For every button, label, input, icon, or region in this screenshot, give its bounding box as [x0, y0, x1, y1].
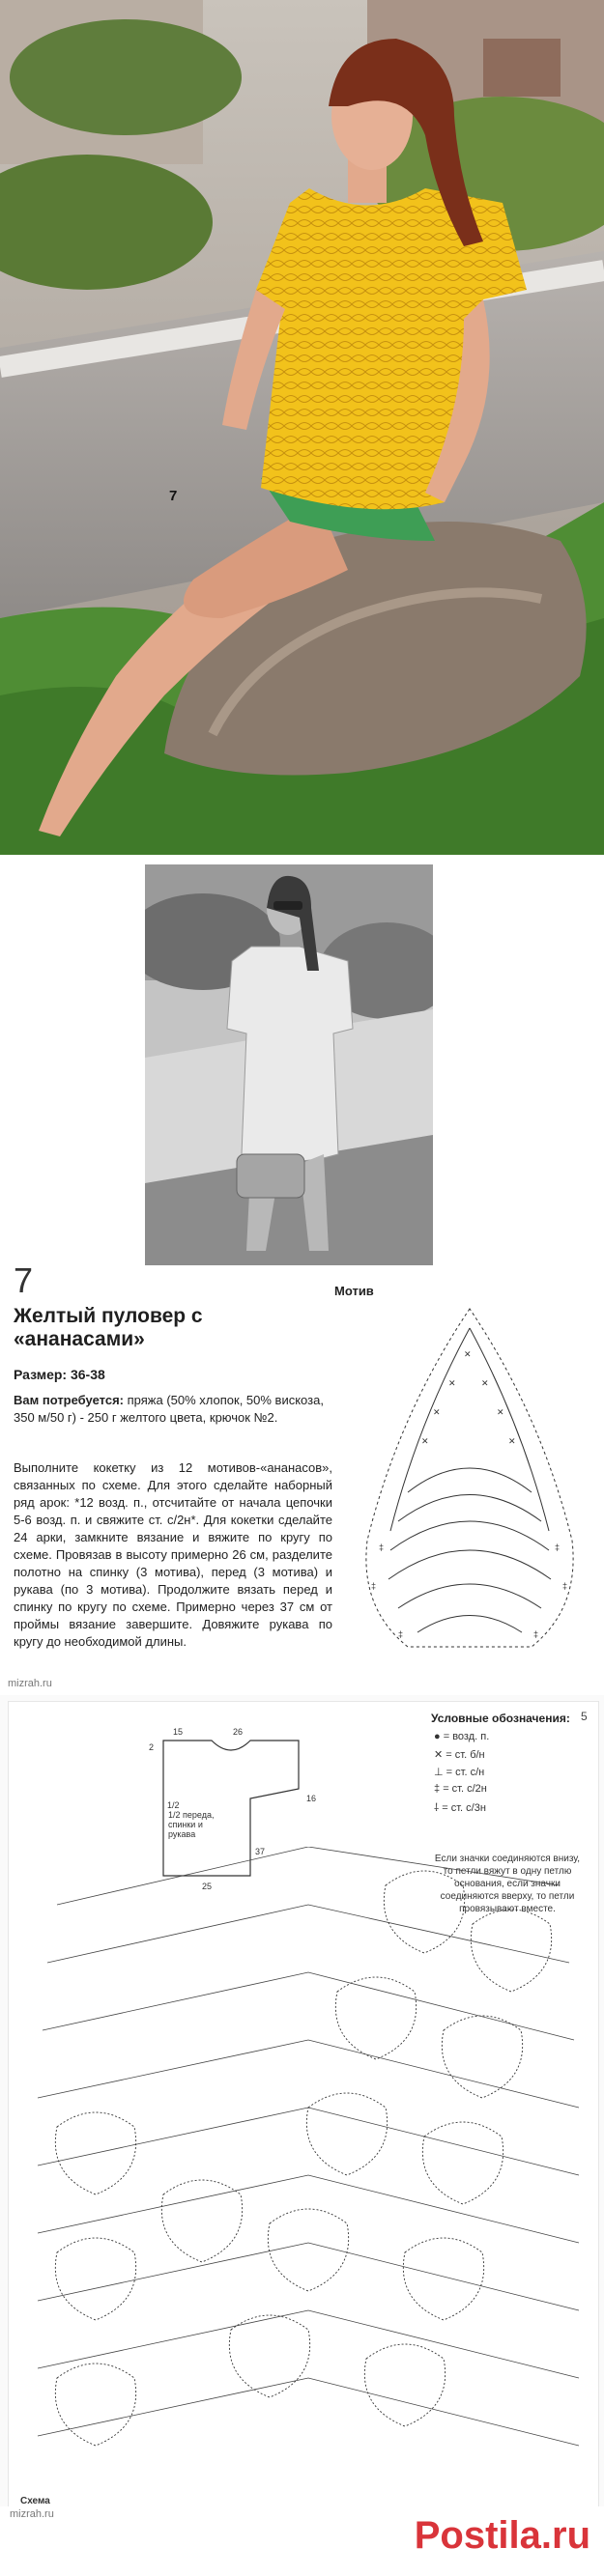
size-label: Размер:: [14, 1367, 68, 1382]
svg-text:‡: ‡: [398, 1629, 404, 1639]
svg-text:✕: ✕: [448, 1378, 456, 1388]
svg-text:‡: ‡: [562, 1581, 568, 1591]
size-line: [14, 1367, 105, 1382]
figure-number: 7: [14, 1260, 34, 1300]
svg-text:1/2: 1/2: [167, 1800, 180, 1810]
dim-16: 16: [306, 1794, 317, 1803]
figure-number: 7: [169, 488, 178, 504]
footer-logo-bar: [0, 2506, 604, 2576]
model-photo-color: [0, 0, 604, 855]
svg-text:✕: ✕: [421, 1436, 429, 1446]
postila-logo[interactable]: Postila.ru: [414, 2514, 590, 2557]
svg-text:✕: ✕: [508, 1436, 516, 1446]
size-value: 36-38: [70, 1367, 105, 1382]
motif-diagram: [340, 1299, 599, 1666]
svg-text:‡: ‡: [371, 1581, 377, 1591]
page-number: 5: [581, 1710, 588, 1723]
svg-text:‡: ‡: [533, 1629, 539, 1639]
motif-label: Мотив: [334, 1284, 374, 1298]
legend-item: ‡ = ст. с/2н: [434, 1783, 487, 1795]
svg-text:✕: ✕: [481, 1378, 489, 1388]
dim-37: 37: [255, 1847, 266, 1856]
model-photo-bw: [145, 864, 433, 1265]
pattern-description-page: [0, 855, 604, 1695]
crochet-chart-page: [0, 1695, 604, 2576]
dim-15: 15: [173, 1727, 184, 1737]
dim-2: 2: [149, 1742, 155, 1752]
legend-item: ⸸ = ст. с/3н: [434, 1802, 486, 1814]
legend-item: ✕ = ст. б/н: [434, 1749, 485, 1761]
materials-line: [14, 1392, 332, 1427]
svg-text:✕: ✕: [464, 1349, 472, 1359]
svg-text:‡: ‡: [555, 1543, 561, 1552]
legend-item: ● = возд. п.: [434, 1731, 490, 1742]
chart-sheet: [8, 1701, 599, 2524]
pattern-title: Желтый пуловер с «ананасами»: [14, 1305, 203, 1350]
legend-title: Условные обозначения:: [431, 1712, 570, 1725]
legend-item: ⊥ = ст. с/н: [434, 1767, 485, 1778]
instructions-text: Выполните кокетку из 12 мотивов-«ананасов», связанных по схеме. Для этого сделайте наборный ряд арок: *12 возд. п., отсчитайте от начала цепочки 5-6 возд. п. и свяжите ст. с/2н*. Для кокетки сделайте 24 арки, замкните вязание и вяжите по кругу по схеме. Провязав в высоту примерно 26 см, разделите полотно на спинку (3 мотива), перед (3 мотива) и рукава (по 3 мотива). Продолжите вязать перед и спинку по кругу по схеме. Примерно через 37 см от проймы вязание завершите. Довяжите рукава по кругу до необходимой длины.: [14, 1460, 332, 1649]
legend-note: Если значки соединяются внизу, то петли вяжут в одну петлю основания, если значки соединяются вверху, то петли провязывают вместе.: [434, 1854, 581, 1914]
schema-label: Схема: [20, 2496, 50, 2506]
svg-text:‡: ‡: [379, 1543, 385, 1552]
pattern-caption: 1/2 переда, спинки и рукава: [168, 1810, 215, 1839]
watermark: mizrah.ru: [10, 2508, 54, 2520]
svg-text:✕: ✕: [497, 1407, 504, 1417]
materials-label: Вам потребуется:: [14, 1393, 124, 1407]
dim-25: 25: [202, 1882, 213, 1891]
dim-26: 26: [233, 1727, 244, 1737]
crochet-chart: [18, 1847, 589, 2494]
watermark: mizrah.ru: [8, 1678, 52, 1689]
materials-text: пряжа (50% хлопок, 50% вискоза, 350 м/50 г) - 250 г желтого цвета, крючок №2.: [14, 1393, 324, 1425]
svg-text:✕: ✕: [433, 1407, 441, 1417]
